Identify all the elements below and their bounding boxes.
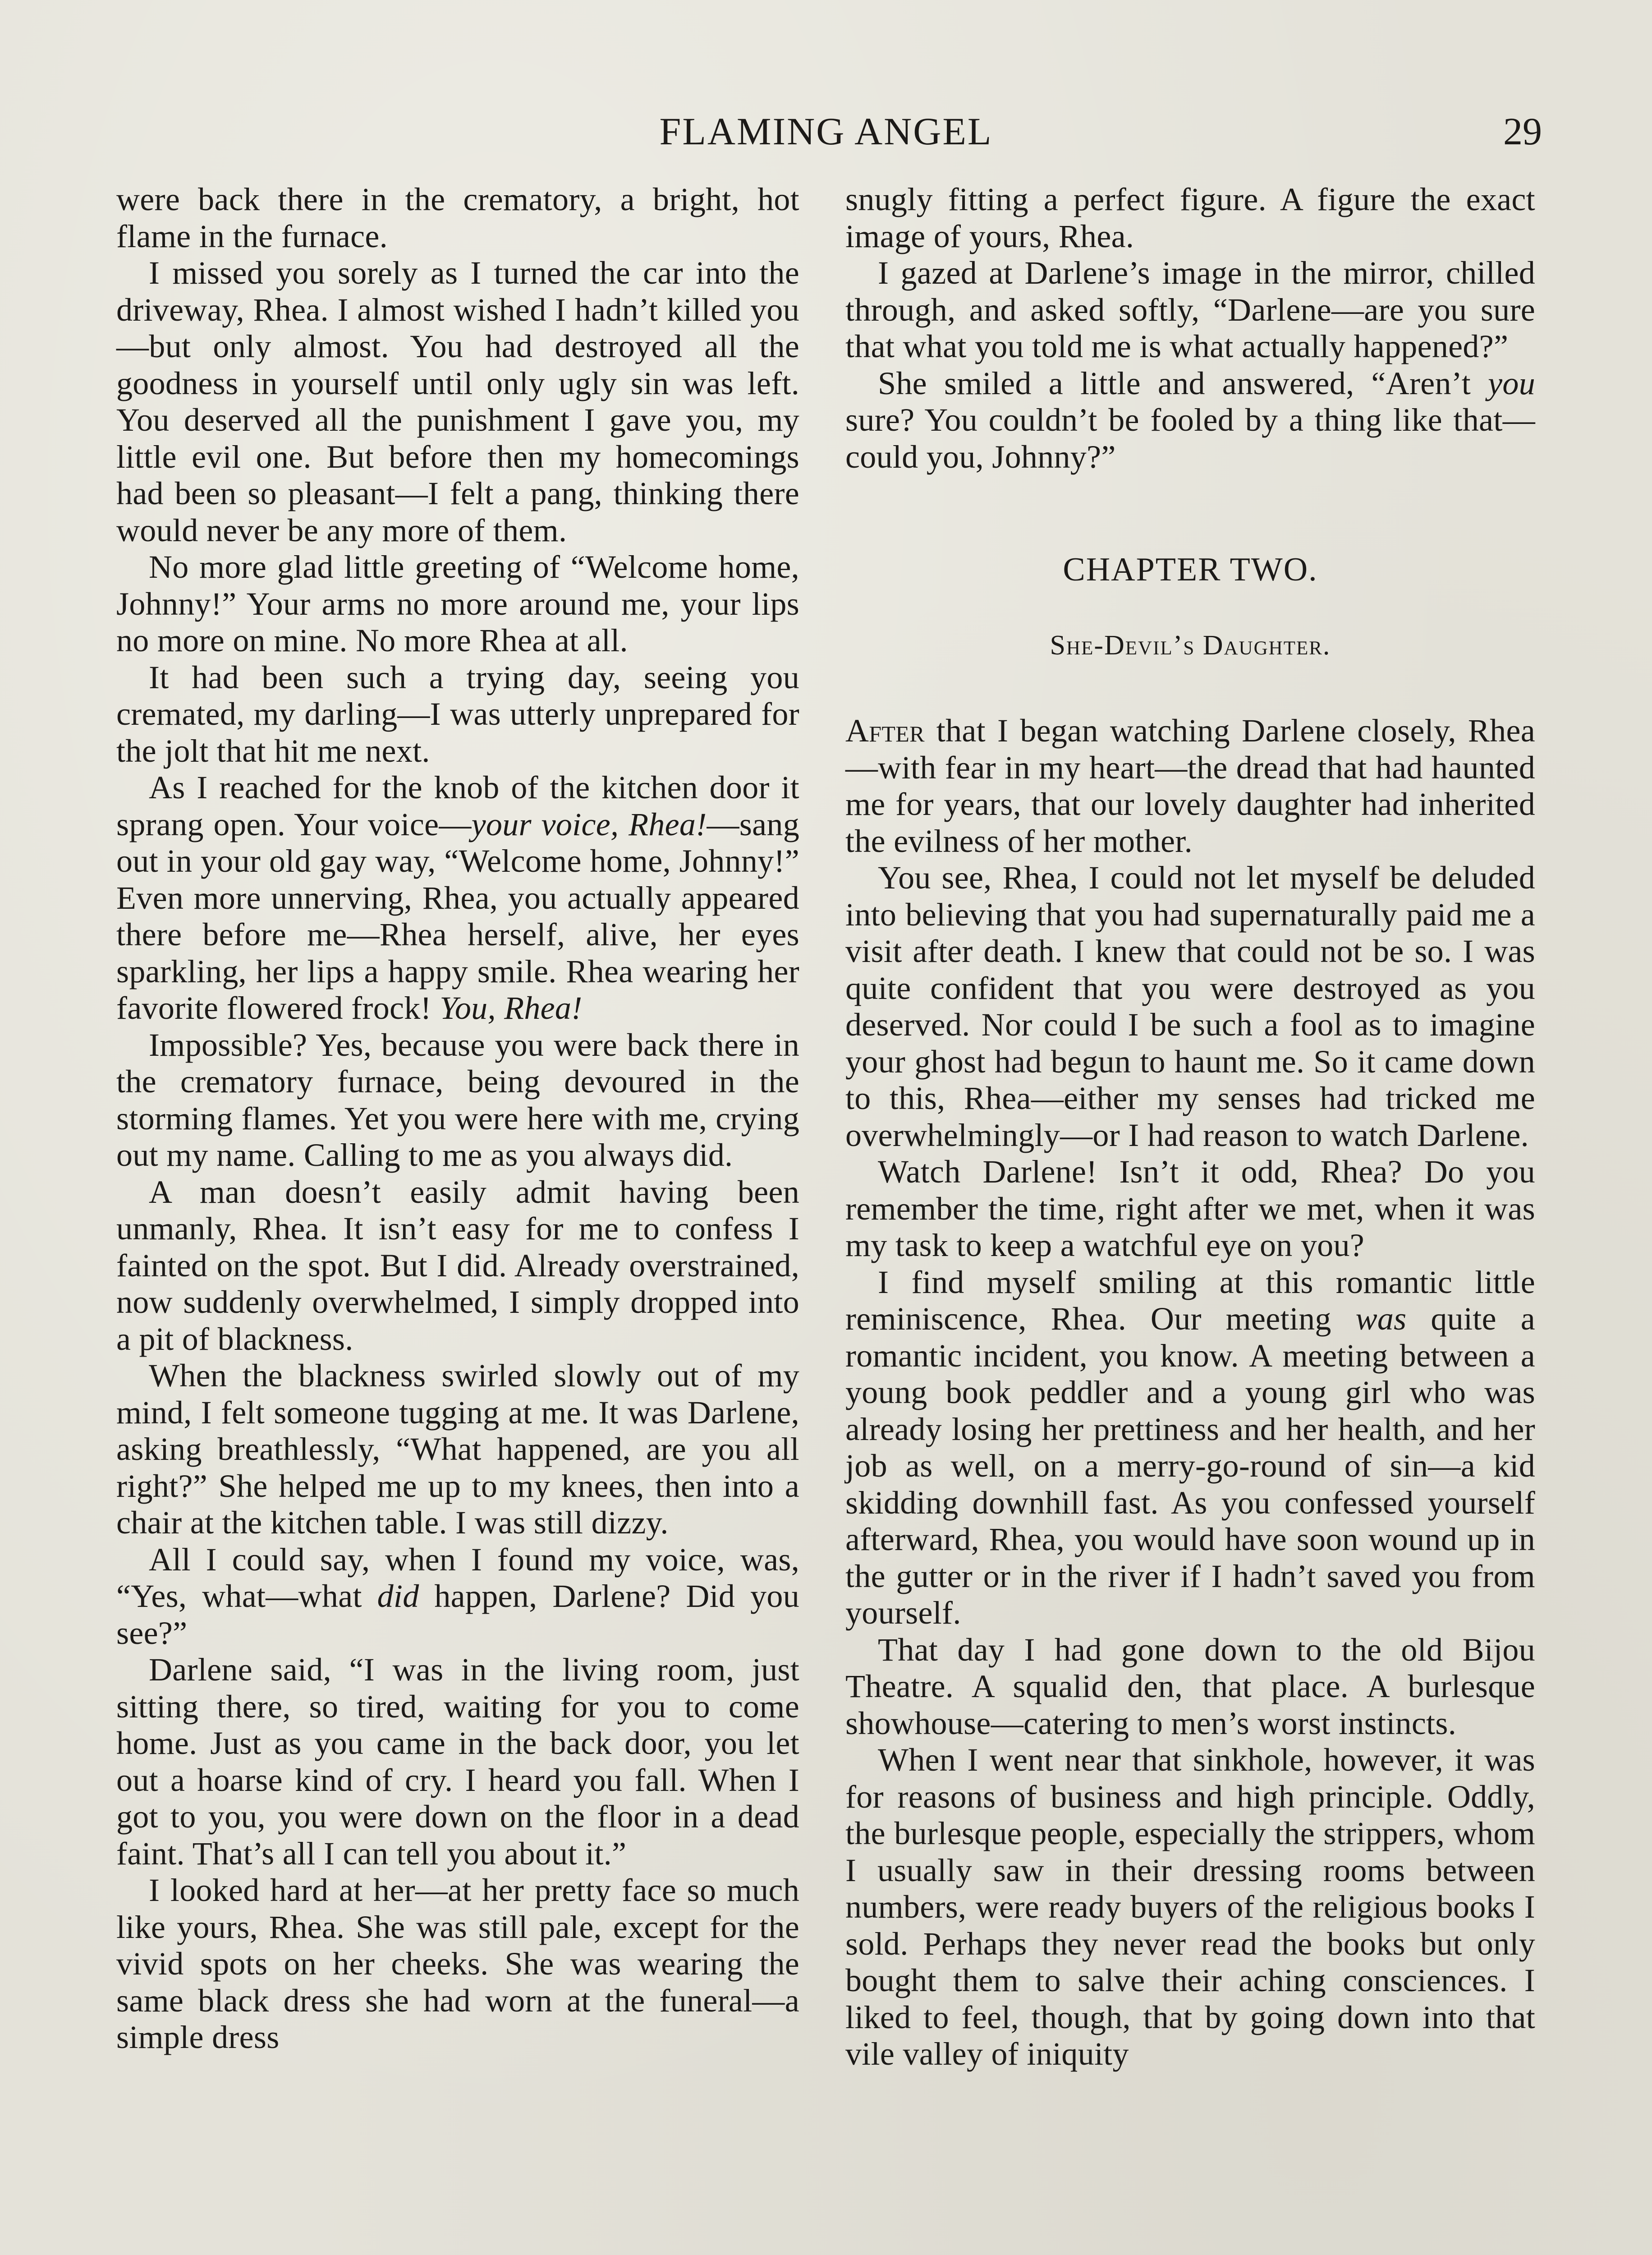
right-column — [845, 181, 1535, 2073]
chapter-heading: CHAPTER TWO. — [1063, 551, 1318, 588]
text-run: As I reached for the knob of the kitchen door it sprang open. Your voice— — [116, 769, 799, 842]
paragraph: I missed you sorely as I turned the car into the driveway, Rhea. I almost wished I hadn’t killed you—but only almost. You had destroyed all the goodness in yourself until only ugly sin was left. You deserved all the punishment I gave you, my little evil one. But before then my homecomings had been so pleasant—I felt a pang, thinking there would never be any more of them. — [116, 255, 799, 548]
chapter-opening-paragraph — [845, 713, 1535, 860]
paragraph: Impossible? Yes, because you were back there in the crematory furnace, being devoured in the storming flames. Yet you were here with me, crying out my name. Calling to me as you always did. — [116, 1026, 799, 1173]
paragraph: were back there in the crematory, a bright, hot flame in the furnace. — [116, 181, 799, 254]
running-title: FLAMING ANGEL — [659, 110, 993, 153]
italic-text: You, Rhea! — [440, 990, 583, 1026]
italic-text: was — [1355, 1301, 1407, 1337]
paragraph: That day I had gone down to the old Bijou Theatre. A squalid den, that place. A burlesque showhouse—catering to men’s worst instincts. — [845, 1631, 1535, 1741]
paragraph — [845, 1264, 1535, 1632]
italic-text: you — [1488, 365, 1535, 401]
paragraph: It had been such a trying day, seeing you cremated, my darling—I was utterly unprepared for the jolt that hit me next. — [116, 659, 799, 769]
text-run: —sang out in your old gay way, “Welcome home, Johnny!” Even more unnerving, Rhea, you actually appeared there before me—Rhea herself, alive, her eyes sparkling, her lips a happy smile. Rhea wearing her favorite flowered frock! — [116, 806, 799, 1026]
italic-text: did — [377, 1578, 419, 1614]
paragraph: Watch Darlene! Isn’t it odd, Rhea? Do you remember the time, right after we met, when it was my task to keep a watchful eye on you? — [845, 1154, 1535, 1263]
text-run: that I began watching Darlene closely, Rhea—with fear in my heart—the dread that had haunted me for years, that our lovely daughter had inherited the evilness of her mother. — [845, 713, 1535, 859]
text-run: All I could say, when I found my voice, was, “Yes, what—what — [116, 1541, 799, 1614]
chapter-subtitle: She-Devil’s Daughter. — [1050, 630, 1331, 661]
paragraph: A man doesn’t easily admit having been unmanly, Rhea. It isn’t easy for me to confess I fainted on the spot. But I did. Already overstrained, now suddenly overwhelmed, I simply dropped into a pit of blackness. — [116, 1174, 799, 1357]
paragraph: No more glad little greeting of “Welcome home, Johnny!” Your arms no more around me, your lips no more on mine. No more Rhea at all. — [116, 549, 799, 658]
page-number: 29 — [1503, 110, 1542, 153]
paragraph — [845, 365, 1535, 476]
text-run: quite a romantic incident, you know. A meeting between a young book peddler and a young girl who was already losing her prettiness and her health, and her job as well, on a merry-go-round of sin—a kid skidding downhill fast. As you confessed yourself afterward, Rhea, you would have soon wound up in the gutter or in the river if I hadn’t saved you from yourself. — [845, 1301, 1535, 1631]
lead-word: After — [845, 713, 925, 749]
paragraph: You see, Rhea, I could not let myself be deluded into believing that you had supernaturally paid me a visit after death. I knew that could not be so. I was quite confident that you were destroyed as you deserved. Nor could I be such a fool as to imagine your ghost had begun to haunt me. So it came down to this, Rhea—either my senses had tricked me overwhelmingly—or I had reason to watch Darlene. — [845, 860, 1535, 1153]
text-run: sure? You couldn’t be fooled by a thing like that—could you, Johnny?” — [845, 402, 1535, 475]
text-run: happen, Darlene? Did you see?” — [116, 1578, 800, 1651]
paragraph: snugly fitting a perfect figure. A figure the exact image of yours, Rhea. — [845, 181, 1535, 254]
paragraph: I gazed at Darlene’s image in the mirror, chilled through, and asked softly, “Darlene—are you sure that what you told me is what actually happened?” — [845, 255, 1535, 364]
paragraph: Darlene said, “I was in the living room, just sitting there, so tired, waiting for you to come home. Just as you came in the back door, you let out a hoarse kind of cry. I heard you fall. When I got to you, you were down on the floor in a dead faint. That’s all I can tell you about it.” — [116, 1652, 799, 1872]
paragraph: When I went near that sinkhole, however, it was for reasons of business and high principle. Oddly, the burlesque people, especially the strippers, whom I usually saw in their dressing rooms between numbers, were ready buyers of the religious books I sold. Perhaps they never read the books but only bought them to salve their aching consciences. I liked to feel, though, that by going down into that vile valley of iniquity — [845, 1742, 1535, 2072]
paragraph — [116, 769, 799, 1027]
text-run: I find myself smiling at this romantic little reminiscence, Rhea. Our meeting — [845, 1264, 1535, 1337]
paragraph: I looked hard at her—at her pretty face so much like yours, Rhea. She was still pale, except for the vivid spots on her cheeks. She was wearing the same black dress she had worn at the funeral—a simple dress — [116, 1872, 799, 2055]
italic-text: your voice, Rhea! — [471, 806, 707, 842]
left-column — [116, 181, 799, 2056]
text-run: She smiled a little and answered, “Aren’t — [878, 365, 1488, 401]
paragraph: When the blackness swirled slowly out of my mind, I felt someone tugging at me. It was Darlene, asking breathlessly, “What happened, are you all right?” She helped me up to my knees, then into a chair at the kitchen table. I was still dizzy. — [116, 1358, 799, 1541]
paragraph — [116, 1542, 799, 1652]
